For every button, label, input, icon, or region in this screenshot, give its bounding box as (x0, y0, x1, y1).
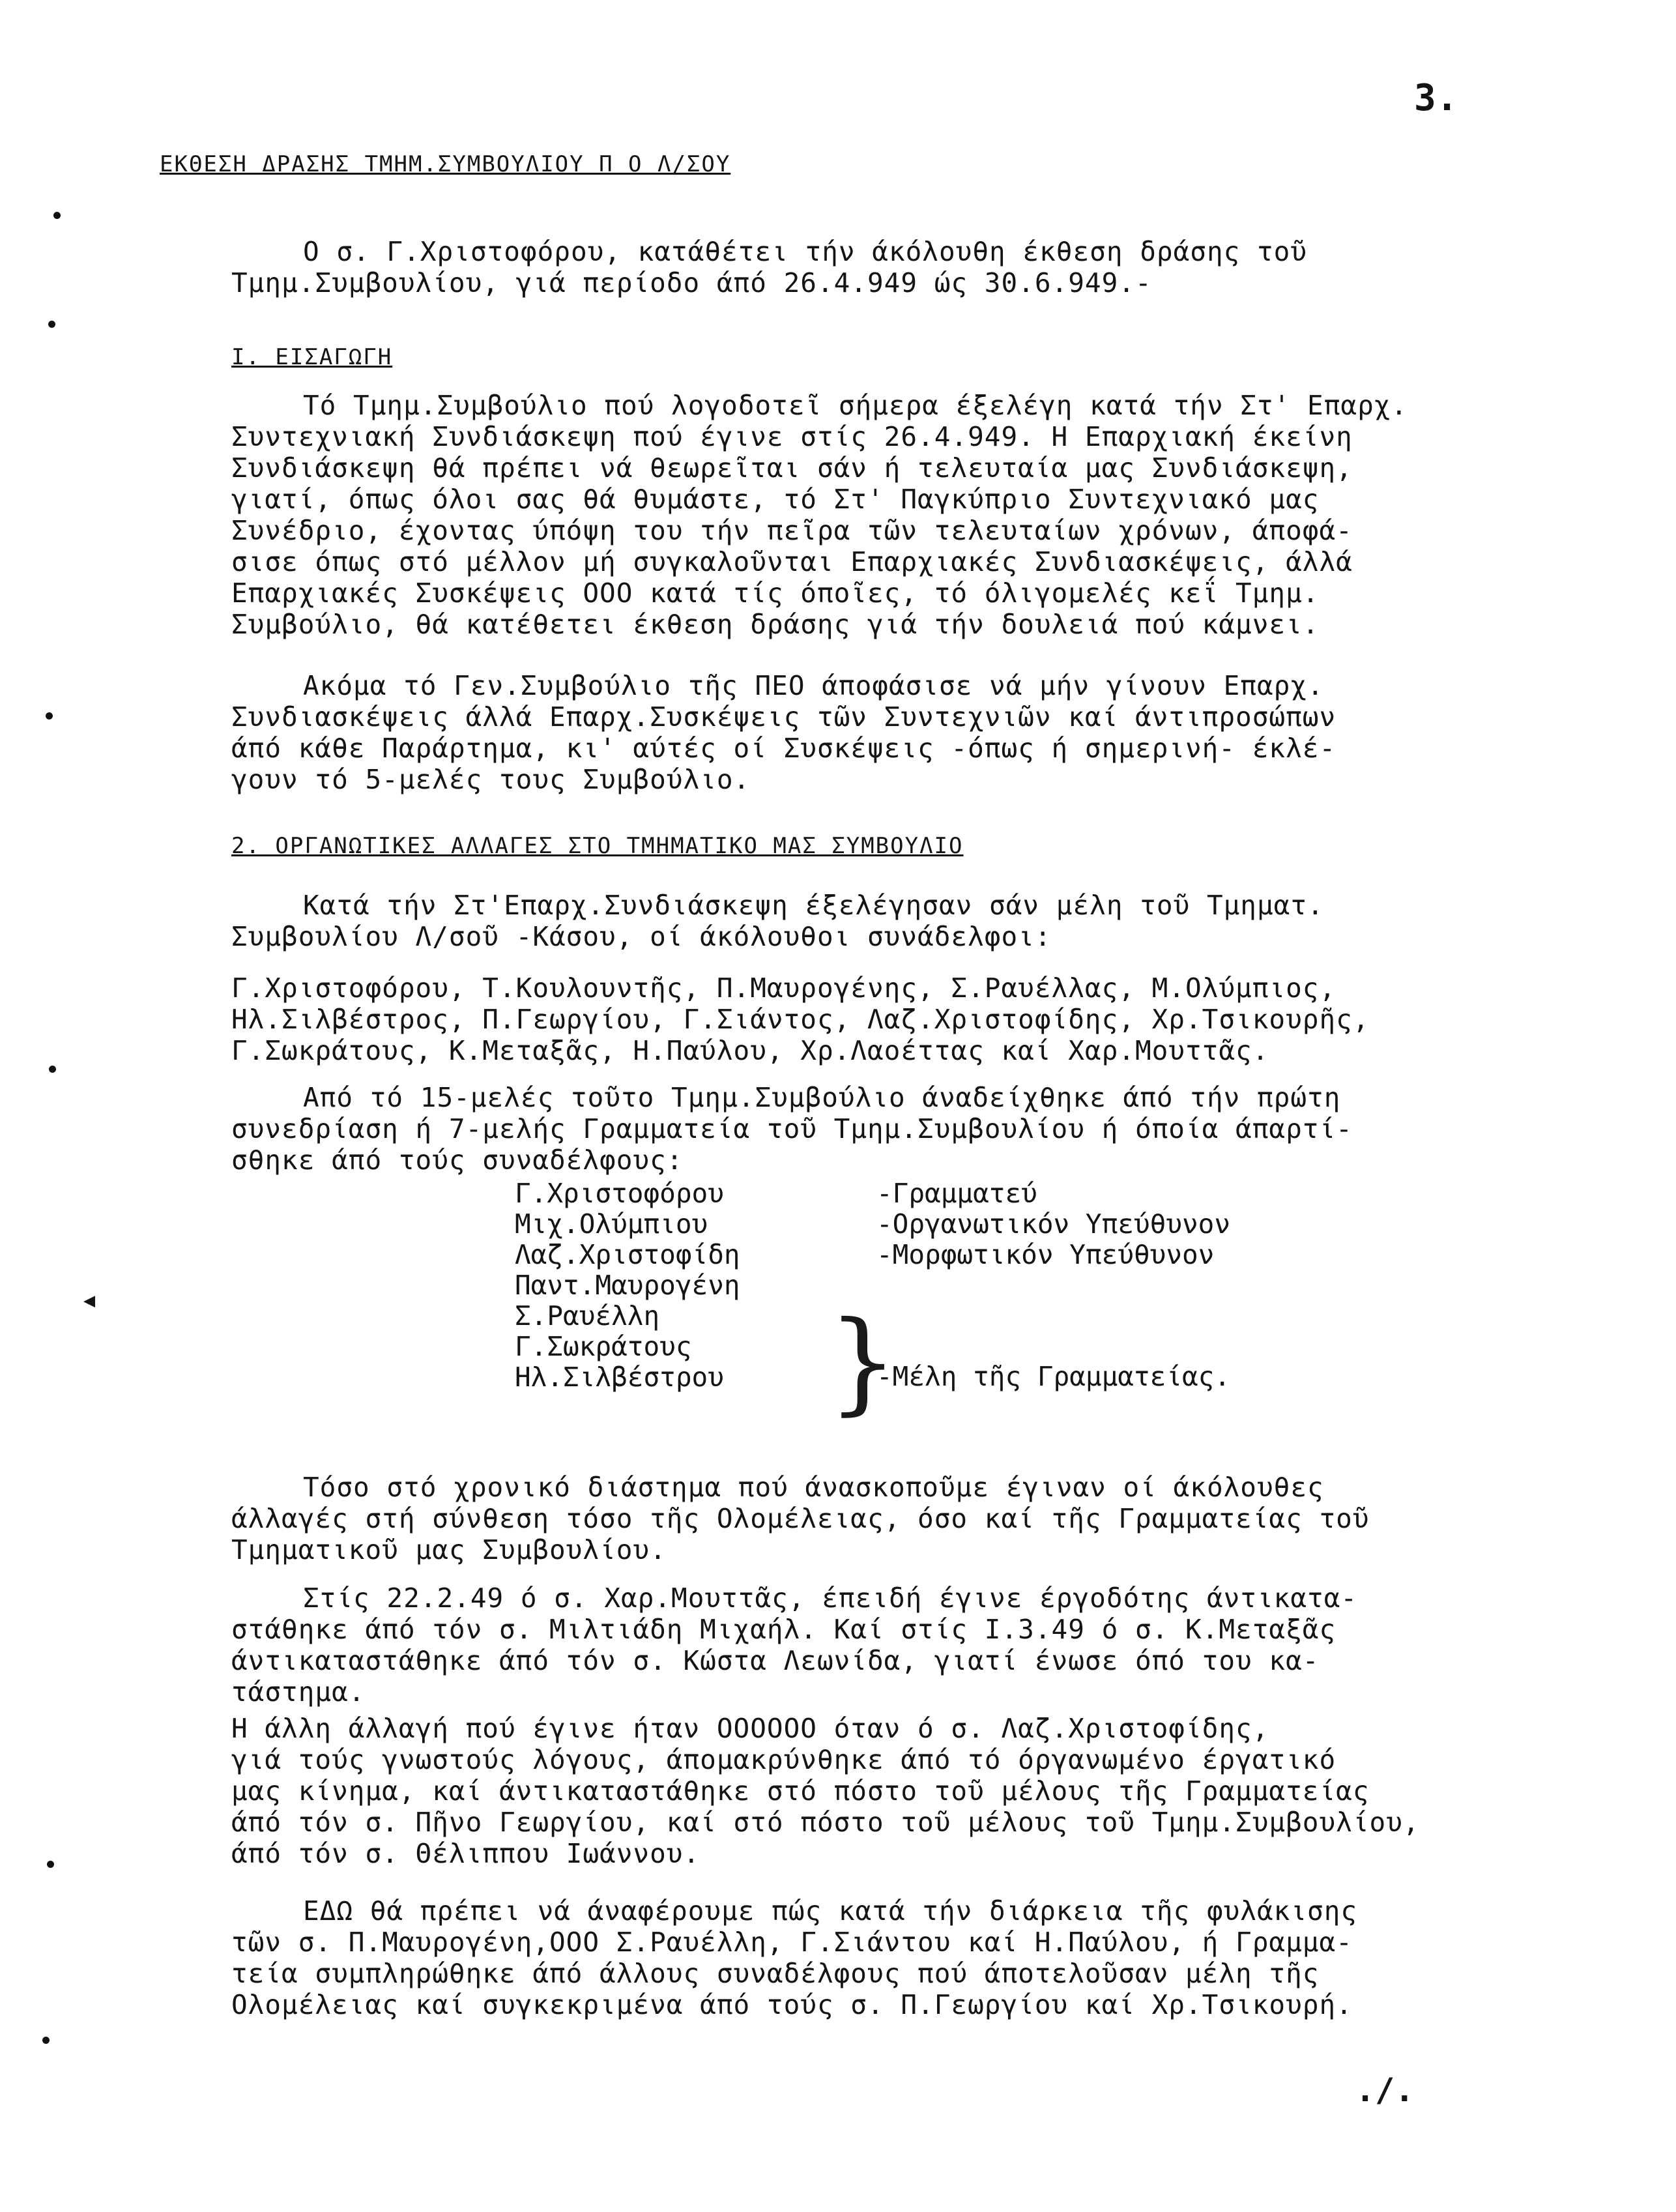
document-title: ΕΚΘΕΣΗ ΔΡΑΣΗΣ ΤΜΗΜ.ΣΥΜΒΟΥΛΙΟΥ Π Ο Λ/ΣΟΥ (160, 151, 731, 177)
text-line: Συνδιάσκεψη θά πρέπει νά θεωρεῖται σάν ή τελευταία μας Συνδιάσκεψη, (231, 452, 1353, 484)
page-number: 3. (1414, 77, 1458, 119)
text-line: Ακόμα τό Γεν.Συμβούλιο τῆς ΠΕΟ άποφάσισε νά μήν γίνουν Επαρχ. (303, 670, 1324, 701)
secretariat-name: Λαζ.Χριστοφίδη (515, 1239, 740, 1270)
secretariat-name: Ηλ.Σιλβέστρου (515, 1361, 724, 1393)
text-line: ΕΔΩ θά πρέπει νά άναφέρουμε πώς κατά τήν διάρκεια τῆς φυλάκισης (303, 1895, 1358, 1927)
text-line: γουν τό 5-μελές τους Συμβούλιο. (231, 764, 751, 795)
margin-mark (46, 712, 53, 720)
section-2-paragraph-3 (231, 1082, 1600, 1176)
text-line: άντικαταστάθηκε άπό τόν σ. Κώστα Λεωνίδα, γιατί ένωσε όπό του κα- (231, 1645, 1320, 1676)
text-line: τῶν σ. Π.Μαυρογένη,ΟΟΟ Σ.Ραυέλλη, Γ.Σιάντου καί Η.Παύλου, ή Γραμμα- (231, 1927, 1353, 1958)
text-line: Τό Τμημ.Συμβούλιο πού λογοδοτεῖ σήμερα έξελέγη κατά τήν Στ' Επαρχ. (303, 390, 1408, 421)
margin-mark (48, 321, 55, 328)
secretariat-role: -Οργανωτικόν Υπεύθυνον (876, 1208, 1231, 1240)
margin-arrow-icon: ◀ (83, 1289, 96, 1312)
text-line: γιά τούς γνωστούς λόγους, άπομακρύνθηκε άπό τό όργανωμένο έργατικό (231, 1744, 1336, 1775)
text-line: Ο σ. Γ.Χριστοφόρου, κατάθέτει τήν άκόλουθη έκθεση δράσης τοῦ (303, 236, 1308, 267)
secretariat-role: -Γραμματεύ (876, 1178, 1037, 1209)
text-line: σθηκε άπό τούς συναδέλφους: (231, 1144, 684, 1176)
margin-mark (47, 1861, 54, 1868)
text-line: άλλαγές στή σύνθεση τόσο τῆς Ολομέλειας, όσο καί τῆς Γραμματείας τοῦ (231, 1503, 1370, 1534)
text-line: Στίς 22.2.49 ό σ. Χαρ.Μουττᾶς, έπειδή έγινε έργοδότης άντικατα- (303, 1582, 1358, 1614)
secretariat-name: Παντ.Μαυρογένη (515, 1270, 740, 1301)
secretariat-members-role: -Μέλη τῆς Γραμματείας. (876, 1361, 1231, 1392)
right-brace-icon: } (828, 1298, 899, 1427)
text-line: Γ.Χριστοφόρου, Τ.Κουλουντῆς, Π.Μαυρογένης, Σ.Ραυέλλας, Μ.Ολύμπιος, (231, 972, 1336, 1004)
text-line: Ηλ.Σιλβέστρος, Π.Γεωργίου, Γ.Σιάντος, Λαζ.Χριστοφίδης, Χρ.Τσικουρῆς, (231, 1004, 1370, 1035)
text-line: μας κίνημα, καί άντικαταστάθηκε στό πόστο τοῦ μέλους τῆς Γραμματείας (231, 1775, 1370, 1807)
text-line: Η άλλη άλλαγή πού έγινε ήταν ΟΟΟΟΟΟ όταν ό σ. Λαζ.Χριστοφίδης, (231, 1713, 1269, 1744)
continuation-mark: ./. (1355, 2071, 1415, 2109)
secretariat-role: -Μορφωτικόν Υπεύθυνον (876, 1239, 1215, 1270)
secretariat-name: Μιχ.Ολύμπιου (515, 1208, 708, 1240)
text-line: Τμηματικοῦ μας Συμβουλίου. (231, 1534, 667, 1565)
text-line: Επαρχιακές Συσκέψεις ΟΟΟ κατά τίς όποῖες, τό όλιγομελές κεΐ Τμημ. (231, 577, 1320, 609)
text-line: Από τό 15-μελές τοῦτο Τμημ.Συμβούλιο άναδείχθηκε άπό τήν πρώτη (303, 1082, 1341, 1113)
section-2-paragraph-1 (231, 890, 1600, 952)
text-line: σισε όπως στό μέλλον μή συγκαλοῦνται Επαρχιακές Συνδιασκέψεις, άλλά (231, 546, 1353, 577)
text-line: στάθηκε άπό τόν σ. Μιλτιάδη Μιχαήλ. Καί στίς Ι.3.49 ό σ. Κ.Μεταξᾶς (231, 1614, 1336, 1645)
margin-mark (49, 1066, 56, 1073)
margin-mark (42, 2037, 50, 2044)
text-line: τεία συμπληρώθηκε άπό άλλους συναδέλφους πού άποτελοῦσαν μέλη τῆς (231, 1958, 1320, 1989)
section-1-paragraph-2 (231, 670, 1600, 795)
section-2-paragraph-5 (231, 1582, 1600, 1708)
text-line: άπό κάθε Παράρτημα, κι' αύτές οί Συσκέψεις -όπως ή σημερινή- έκλέ- (231, 733, 1336, 764)
text-line: Συνδιασκέψεις άλλά Επαρχ.Συσκέψεις τῶν Συντεχνιῶν καί άντιπροσώπων (231, 701, 1336, 733)
text-line: Συμβουλίου Λ/σοῦ -Κάσου, οί άκόλουθοι συνάδελφοι: (231, 921, 1052, 952)
text-line: Τόσο στό χρονικό διάστημα πού άνασκοποῦμε έγιναν οί άκόλουθες (303, 1472, 1324, 1503)
text-line: Κατά τήν Στ'Επαρχ.Συνδιάσκεψη έξελέγησαν σάν μέλη τοῦ Τμηματ. (303, 890, 1324, 921)
text-line: γιατί, όπως όλοι σας θά θυμάστε, τό Στ' Παγκύπριο Συντεχνιακό μας (231, 484, 1320, 515)
intro-paragraph (231, 236, 1600, 298)
section-2-paragraph-4 (231, 1472, 1600, 1565)
text-line: Τμημ.Συμβουλίου, γιά περίοδο άπό 26.4.949 ώς 30.6.949.- (231, 267, 1152, 298)
section-2-paragraph-6 (231, 1713, 1600, 1869)
section-2-heading: 2. ΟΡΓΑΝΩΤΙΚΕΣ ΑΛΛΑΓΕΣ ΣΤΟ ΤΜΗΜΑΤΙΚΟ ΜΑΣ ΣΥΜΒΟΥΛΙΟ (231, 833, 964, 859)
text-line: Συμβούλιο, θά κατέθετει έκθεση δράσης γιά τήν δουλειά πού κάμνει. (231, 609, 1320, 640)
section-1-heading: Ι. ΕΙΣΑΓΩΓΗ (231, 344, 393, 370)
text-line: συνεδρίαση ή 7-μελής Γραμματεία τοῦ Τμημ.Συμβουλίου ή όποία άπαρτί- (231, 1113, 1353, 1144)
text-line: τάστημα. (231, 1676, 366, 1708)
text-line: άπό τόν σ. Θέλιππου Ιωάννου. (231, 1838, 701, 1869)
text-line: Ολομέλειας καί συγκεκριμένα άπό τούς σ. Π.Γεωργίου καί Χρ.Τσικουρή. (231, 1989, 1353, 2020)
section-2-paragraph-7 (231, 1895, 1600, 2020)
margin-mark (53, 212, 61, 219)
text-line: Συντεχνιακή Συνδιάσκεψη πού έγινε στίς 26.4.949. Η Επαρχιακή έκείνη (231, 421, 1353, 452)
text-line: άπό τόν σ. Πῆνο Γεωργίου, καί στό πόστο τοῦ μέλους τοῦ Τμημ.Συμβουλίου, (231, 1807, 1420, 1838)
text-line: Γ.Σωκράτους, Κ.Μεταξᾶς, Η.Παύλου, Χρ.Λαοέττας καί Χαρ.Μουττᾶς. (231, 1035, 1269, 1066)
secretariat-name: Γ.Χριστοφόρου (515, 1178, 724, 1209)
section-1-paragraph-1 (231, 390, 1600, 640)
members-list-paragraph (231, 972, 1600, 1066)
secretariat-name: Σ.Ραυέλλη (515, 1300, 660, 1332)
text-line: Συνέδριο, έχοντας ύπόψη του τήν πεῖρα τῶν τελευταίων χρόνων, άποφά- (231, 515, 1353, 546)
secretariat-name: Γ.Σωκράτους (515, 1331, 692, 1362)
